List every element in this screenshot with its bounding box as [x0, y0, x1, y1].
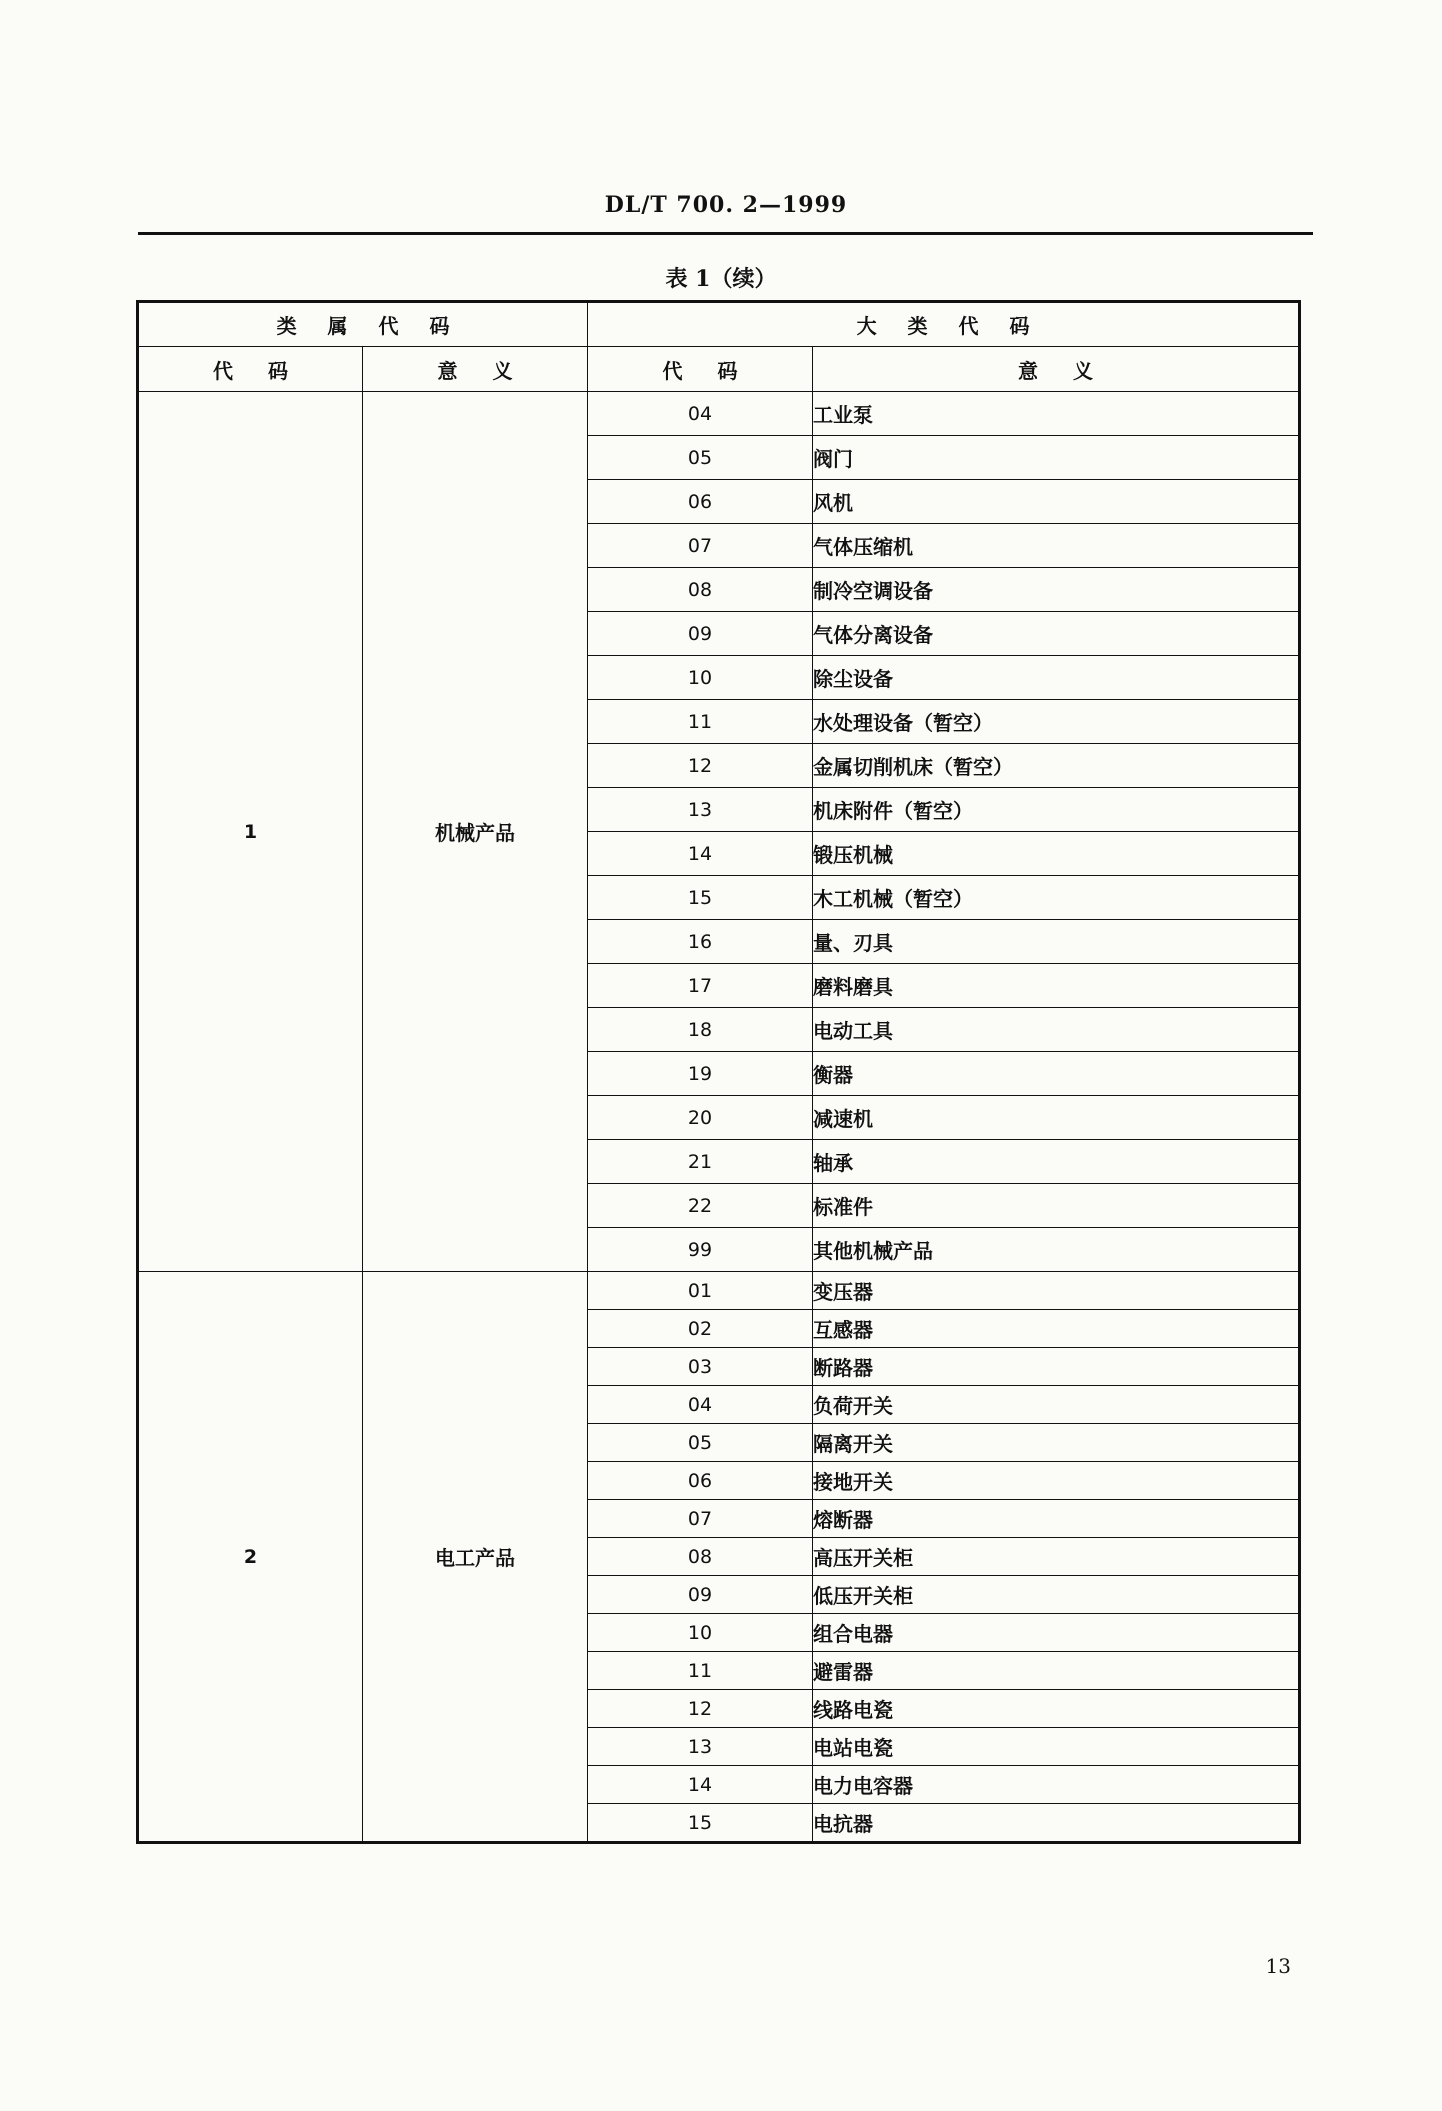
- major-meaning-cell: 断路器: [813, 1348, 1300, 1386]
- category-code-col-header: 代 码: [138, 347, 363, 392]
- major-code-cell: 12: [588, 1690, 813, 1728]
- major-code-cell: 03: [588, 1348, 813, 1386]
- major-meaning-cell: 制冷空调设备: [813, 568, 1300, 612]
- major-meaning-cell: 电站电瓷: [813, 1728, 1300, 1766]
- table-row: [138, 1272, 1300, 1310]
- major-meaning-cell: 避雷器: [813, 1652, 1300, 1690]
- major-code-cell: 07: [588, 1500, 813, 1538]
- major-code-cell: 21: [588, 1140, 813, 1184]
- major-meaning-cell: 风机: [813, 480, 1300, 524]
- major-code-cell: 06: [588, 1462, 813, 1500]
- major-code-cell: 14: [588, 832, 813, 876]
- major-code-cell: 15: [588, 876, 813, 920]
- major-meaning-cell: 木工机械（暂空）: [813, 876, 1300, 920]
- major-meaning-cell: 锻压机械: [813, 832, 1300, 876]
- major-code-cell: 01: [588, 1272, 813, 1310]
- major-code-header: 大 类 代 码: [588, 302, 1300, 347]
- category-meaning-cell: 电工产品: [363, 1272, 588, 1843]
- major-meaning-cell: 电力电容器: [813, 1766, 1300, 1804]
- major-meaning-cell: 磨料磨具: [813, 964, 1300, 1008]
- major-code-cell: 05: [588, 436, 813, 480]
- major-code-cell: 10: [588, 656, 813, 700]
- page-number: 13: [1265, 1954, 1291, 1978]
- major-meaning-col-header: 意 义: [813, 347, 1300, 392]
- major-code-cell: 11: [588, 1652, 813, 1690]
- major-code-cell: 05: [588, 1424, 813, 1462]
- major-meaning-cell: 标准件: [813, 1184, 1300, 1228]
- table-body: [138, 392, 1300, 1843]
- major-code-cell: 15: [588, 1804, 813, 1843]
- major-meaning-cell: 电动工具: [813, 1008, 1300, 1052]
- table-caption: 表 1（续）: [665, 266, 777, 292]
- major-code-cell: 22: [588, 1184, 813, 1228]
- category-meaning-col-header: 意 义: [363, 347, 588, 392]
- header-rule: [138, 232, 1313, 235]
- major-meaning-cell: 减速机: [813, 1096, 1300, 1140]
- major-meaning-cell: 机床附件（暂空）: [813, 788, 1300, 832]
- major-meaning-cell: 水处理设备（暂空）: [813, 700, 1300, 744]
- major-meaning-cell: 阀门: [813, 436, 1300, 480]
- major-code-cell: 18: [588, 1008, 813, 1052]
- major-code-cell: 07: [588, 524, 813, 568]
- major-meaning-cell: 气体分离设备: [813, 612, 1300, 656]
- major-meaning-cell: 轴承: [813, 1140, 1300, 1184]
- major-code-cell: 20: [588, 1096, 813, 1140]
- major-meaning-cell: 负荷开关: [813, 1386, 1300, 1424]
- major-meaning-cell: 工业泵: [813, 392, 1300, 436]
- major-code-cell: 10: [588, 1614, 813, 1652]
- major-code-cell: 02: [588, 1310, 813, 1348]
- major-meaning-cell: 其他机械产品: [813, 1228, 1300, 1272]
- major-code-cell: 13: [588, 1728, 813, 1766]
- major-code-cell: 09: [588, 612, 813, 656]
- major-meaning-cell: 线路电瓷: [813, 1690, 1300, 1728]
- table-row: [138, 392, 1300, 436]
- major-meaning-cell: 低压开关柜: [813, 1576, 1300, 1614]
- category-code-cell: 1: [138, 392, 363, 1272]
- major-meaning-cell: 除尘设备: [813, 656, 1300, 700]
- major-code-cell: 06: [588, 480, 813, 524]
- major-meaning-cell: 气体压缩机: [813, 524, 1300, 568]
- major-code-cell: 08: [588, 568, 813, 612]
- major-meaning-cell: 高压开关柜: [813, 1538, 1300, 1576]
- major-code-cell: 12: [588, 744, 813, 788]
- major-code-cell: 19: [588, 1052, 813, 1096]
- major-code-cell: 99: [588, 1228, 813, 1272]
- major-meaning-cell: 组合电器: [813, 1614, 1300, 1652]
- major-code-cell: 08: [588, 1538, 813, 1576]
- major-code-cell: 11: [588, 700, 813, 744]
- major-code-cell: 17: [588, 964, 813, 1008]
- major-code-cell: 13: [588, 788, 813, 832]
- major-meaning-cell: 变压器: [813, 1272, 1300, 1310]
- category-code-cell: 2: [138, 1272, 363, 1843]
- major-meaning-cell: 量、刃具: [813, 920, 1300, 964]
- major-meaning-cell: 熔断器: [813, 1500, 1300, 1538]
- major-meaning-cell: 金属切削机床（暂空）: [813, 744, 1300, 788]
- major-meaning-cell: 电抗器: [813, 1804, 1300, 1843]
- document-id: DL/T 700. 2—1999: [604, 192, 848, 218]
- major-code-cell: 09: [588, 1576, 813, 1614]
- major-meaning-cell: 接地开关: [813, 1462, 1300, 1500]
- major-code-cell: 04: [588, 392, 813, 436]
- category-code-header: 类 属 代 码: [138, 302, 588, 347]
- category-meaning-cell: 机械产品: [363, 392, 588, 1272]
- major-code-col-header: 代 码: [588, 347, 813, 392]
- major-meaning-cell: 互感器: [813, 1310, 1300, 1348]
- major-meaning-cell: 衡器: [813, 1052, 1300, 1096]
- code-table: [136, 300, 1301, 1844]
- major-meaning-cell: 隔离开关: [813, 1424, 1300, 1462]
- major-code-cell: 14: [588, 1766, 813, 1804]
- major-code-cell: 16: [588, 920, 813, 964]
- major-code-cell: 04: [588, 1386, 813, 1424]
